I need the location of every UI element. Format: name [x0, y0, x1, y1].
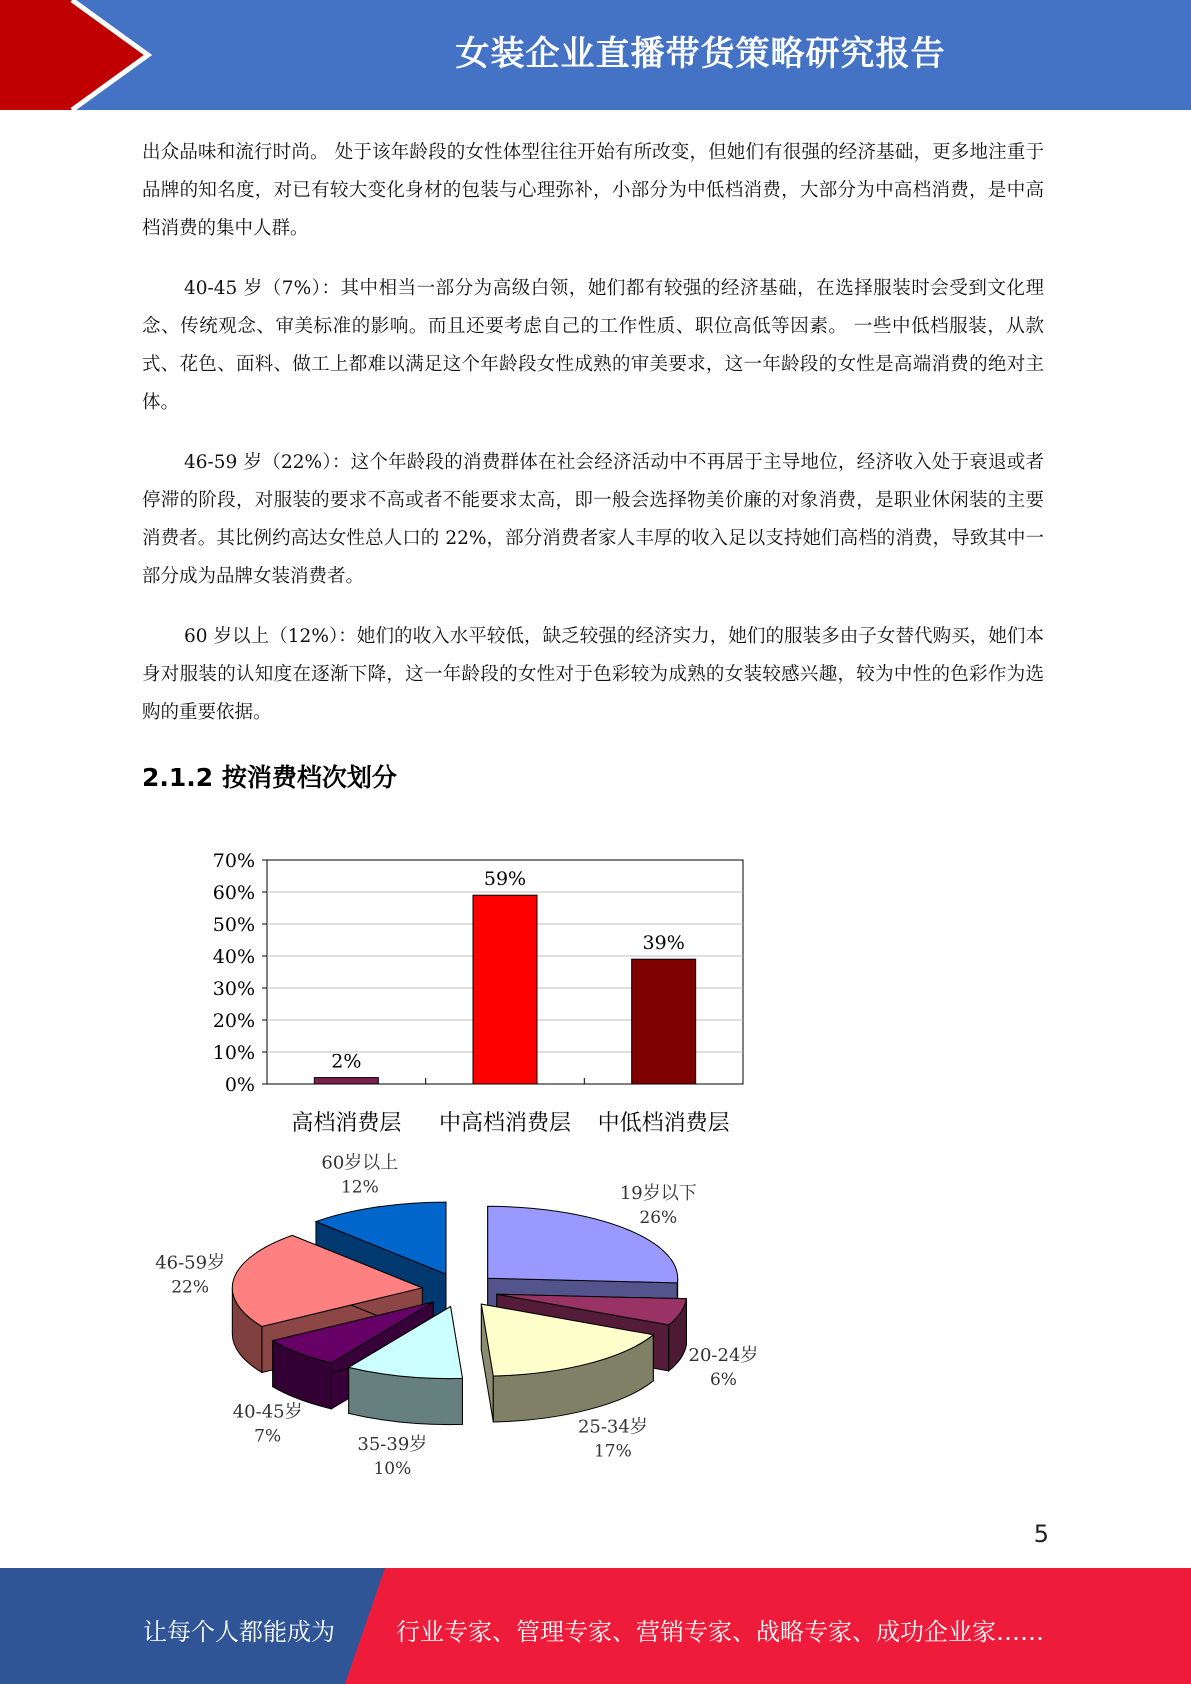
pie-value-label: 22%	[171, 1277, 210, 1298]
bar-y-tick-label: 20%	[212, 1010, 255, 1032]
page-footer	[0, 1568, 1191, 1684]
pie-value-label: 26%	[639, 1208, 678, 1229]
body-text	[142, 134, 1044, 754]
bar-category-label: 中低档消费层	[597, 1111, 730, 1136]
pie-category-label: 40-45岁	[232, 1401, 303, 1423]
pie-value-label: 7%	[254, 1426, 282, 1447]
pie-value-label: 12%	[340, 1177, 379, 1198]
paragraph-46-59: 46-59 岁（22%）：这个年龄段的消费群体在社会经济活动中不再居于主导地位，经济收入处于衰退或者停滞的阶段，对服装的要求不高或者不能要求太高，即一般会选择物美价廉的对象消费，是职业休闲装的主要消费者。其比例约高达女性总人口的 22%，部分消费者家人丰厚的收入足以支持她们高档的消费，导致其中一部分成为品牌女装消费者。	[142, 452, 1044, 587]
bar-y-tick-label: 50%	[212, 914, 255, 936]
pie-category-label: 20-24岁	[688, 1344, 759, 1366]
page-header	[0, 0, 1191, 110]
pie-category-label: 25-34岁	[577, 1416, 648, 1438]
bar-y-tick-label: 70%	[212, 850, 255, 872]
section-heading: 2.1.2 按消费档次划分	[142, 763, 397, 792]
pie-value-label: 10%	[373, 1459, 412, 1480]
bar-1	[314, 1078, 378, 1084]
pie-value-label: 17%	[593, 1441, 632, 1462]
bar-value-label: 39%	[642, 932, 685, 955]
footer-roles: 行业专家、管理专家、营销专家、战略专家、成功企业家……	[396, 1618, 1044, 1646]
bar-value-label: 2%	[331, 1050, 362, 1073]
bar-2	[473, 895, 537, 1084]
paragraph-40-45: 40-45 岁（7%）：其中相当一部分为高级白领，她们都有较强的经济基础，在选择服装时会受到文化理念、传统观念、审美标准的影响。而且还要考虑自己的工作性质、职位高低等因素。 一些中低档服装，从款式、花色、面料、做工上都难以满足这个年龄段女性成熟的审美要求，这一年龄段的女性是高端消费的绝对主体。	[142, 278, 1044, 413]
bar-y-tick-label: 40%	[212, 946, 255, 968]
age-distribution-pie-chart	[140, 1152, 780, 1490]
pie-value-label: 6%	[709, 1369, 737, 1390]
bar-y-tick-label: 30%	[212, 978, 255, 1000]
pie-category-label: 60岁以上	[321, 1152, 399, 1174]
report-title: 女装企业直播带货策略研究报告	[455, 34, 946, 74]
bar-y-tick-label: 60%	[212, 882, 255, 904]
paragraph-60-plus: 60 岁以上（12%）：她们的收入水平较低，缺乏较强的经济实力，她们的服装多由子女替代购买，她们本身对服装的认知度在逐渐下降，这一年龄段的女性对于色彩较为成熟的女装较感兴趣，较为中性的色彩作为选购的重要依据。	[142, 626, 1044, 723]
pie-category-label: 19岁以下	[619, 1183, 697, 1205]
pie-category-label: 46-59岁	[155, 1252, 226, 1274]
consumption-level-bar-chart	[190, 838, 770, 1138]
bar-y-tick-label: 0%	[224, 1074, 255, 1096]
footer-slogan: 让每个人都能成为	[143, 1618, 335, 1646]
paragraph-intro: 出众品味和流行时尚。 处于该年龄段的女性体型往往开始有所改变，但她们有很强的经济基础，更多地注重于品牌的知名度，对已有较大变化身材的包装与心理弥补，小部分为中低档消费，大部分为中高档消费，是中高档消费的集中人群。	[142, 142, 1044, 239]
page-number: 5	[1033, 1520, 1049, 1548]
bar-y-tick-label: 10%	[212, 1042, 255, 1064]
bar-category-label: 高档消费层	[291, 1111, 402, 1136]
bar-category-label: 中高档消费层	[438, 1111, 572, 1136]
pie-category-label: 35-39岁	[357, 1434, 428, 1456]
bar-value-label: 59%	[483, 868, 527, 891]
bar-3	[632, 959, 696, 1084]
